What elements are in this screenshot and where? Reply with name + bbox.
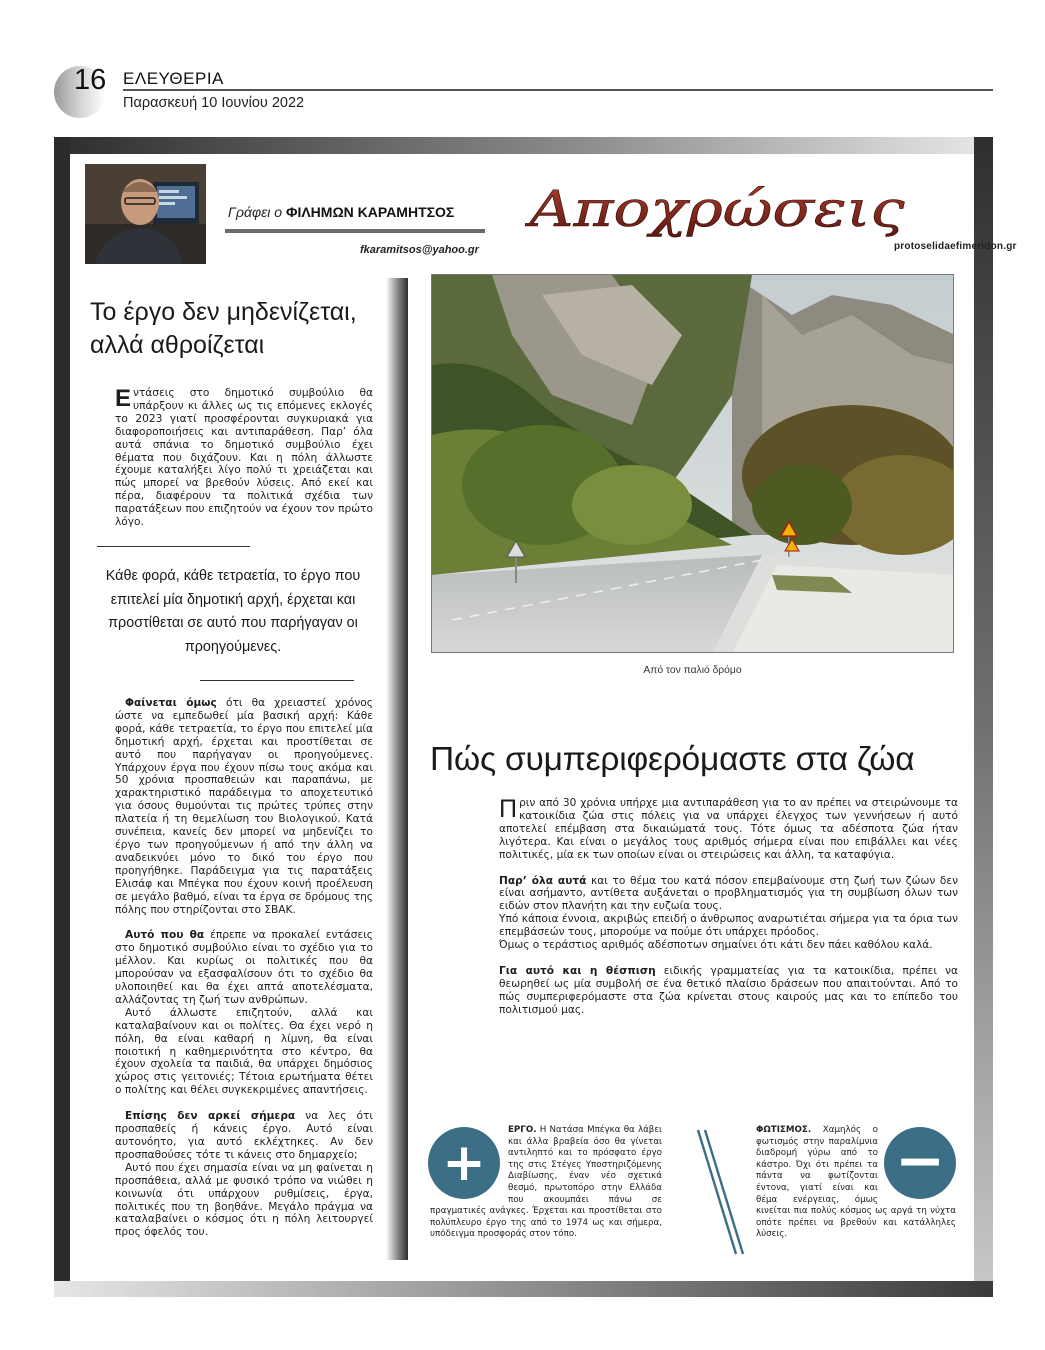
- author-email[interactable]: fkaramitsos@yahoo.gr: [360, 244, 479, 256]
- frame-top-bar: [54, 137, 993, 154]
- minus-box-text: [756, 1125, 956, 1241]
- pull-quote-rule-bottom: [200, 680, 354, 681]
- minus-icon-space: [878, 1125, 956, 1203]
- paragraph-lead: Αυτό που θα: [125, 929, 205, 942]
- pull-quote-rule-top: [97, 546, 250, 547]
- article2-paragraph: Όμως ο τεράστιος αριθμός αδέσποτων σημαίνει ότι κάτι δεν πάει καθόλου καλά.: [499, 939, 933, 952]
- article1-paragraph: Αυτό άλλωστε επιζητούν, αλλά και καταλαβαίνουν και οι πολίτες. Θα έχει νερό η πόλη, θα είναι καθαρή η λίμνη, θα είναι ποιοτική η καθημερινότητα στο κέντρο, θα έχουν σχολεία τα παιδιά, θα υπάρχει δημόσιος χώρος στις γειτονιές; Τέτοια ερωτήματα θέτει ο πολίτης και θέλει συγκεκριμένες απαντήσεις.: [115, 1006, 373, 1097]
- article2-paragraph: [499, 965, 958, 1017]
- article1-headline: Το έργο δεν μηδενίζεται, αλλά αθροίζεται: [90, 298, 357, 359]
- plus-box-body: Η Νατάσα Μπέγκα θα λάβει και άλλα βραβεία όσο θα γίνεται αντιληπτό και το πρόσφατο έργο της στις Στέγες Υποστηριζόμενης Διαβίωσης, έναν νέο σχετικά θεσμό, πρωτοπόρο στην Ελλάδα που ακουμπάει πάνω σε πραγματικές ανάγκες. Έρχεται και προστίθεται στο πολύπλευρο έργο της από το 1974 ως και σήμερα, υπόδειγμα προσφοράς στον τόπο.: [430, 1125, 662, 1240]
- article1-paragraph: Αυτό που έχει σημασία είναι να μη φαίνεται η προσπάθεια, αλλά με φυσικό τρόπο να νιώθει η κοινωνία ότι υπάρχουν ρυθμίσεις, έργα, πολιτικές που τη βοηθάνε. Μεγάλο πράγμα να καταλαβαίνει ο κόσμος ότι η πόλη λειτουργεί προς όφελός του.: [115, 1161, 373, 1239]
- intro-dropcap: Ε: [115, 385, 132, 412]
- column-title-text: Αποχρώσεις: [525, 180, 905, 238]
- minus-symbol: −: [894, 1126, 946, 1196]
- divider-slashes-icon: [690, 1128, 750, 1256]
- page-number: 16: [74, 64, 107, 96]
- minus-box-lead: ΦΩΤΙΣΜΟΣ.: [756, 1125, 812, 1135]
- paragraph-lead: Για αυτό και η θέσπιση: [499, 964, 656, 977]
- paragraph-lead: Παρ’ όλα αυτά: [499, 874, 587, 887]
- article2-dropcap: Π: [499, 795, 518, 823]
- photo-caption: Από τον παλιό δρόμο: [643, 665, 742, 676]
- plus-symbol: +: [442, 1133, 486, 1193]
- frame-bottom-bar: [54, 1281, 993, 1297]
- road-photo: [431, 274, 954, 653]
- frame-right-bar: [974, 137, 993, 1297]
- article2-paragraph: Υπό κάποια έννοια, ακριβώς επειδή ο άνθρωπος αναρωτιέται σήμερα για τα όρια των επεμβάσεών τους, μπορούμε να πούμε ότι υπάρχει πρόοδος.: [499, 913, 958, 939]
- article2-body: [499, 797, 958, 1017]
- author-name: ΦΙΛΗΜΩΝ ΚΑΡΑΜΗΤΣΟΣ: [285, 204, 455, 220]
- paragraph-lead: Επίσης δεν αρκεί σήμερα: [125, 1110, 296, 1123]
- source-credit: protoselidaefimeridon.gr: [894, 241, 1017, 252]
- header-rule: [123, 89, 993, 91]
- byline: [228, 204, 454, 220]
- article2-headline: Πώς συμπεριφερόμαστε στα ζώα: [430, 741, 915, 778]
- paragraph-text: να λες ότι προσπαθείς ή κάνεις έργο. Αυτό είναι αυτονόητο, για αυτό εκλέχτηκες. Αν δεν προσπαθούσες τότε τι κάνεις στο δημαρχείο;: [115, 1110, 373, 1161]
- article1-paragraph: [115, 929, 373, 1006]
- plus-box-lead: ΕΡΓΟ.: [508, 1125, 537, 1135]
- issue-date: Παρασκευή 10 Ιουνίου 2022: [123, 95, 305, 111]
- intro-text: ντάσεις στο δημοτικό συμβούλιο θα υπάρξουν κι άλλες ως τις επόμενες εκλογές το 2023 γιατί προσφέρονται συγκυριακά για διαφοροποιήσεις και αντιπαράθεση. Παρ’ όλα αυτά σπάνια το δημοτικό συμβούλιο έχει θέματα που διχάζουν. Και η πόλη άλλωστε έχουμε καταλήξει λίγο πολύ τι χρειάζεται και πώς μπορεί να βρεθούν λύσεις. Από εκεί και πέρα, διαφέρουν τα πολιτικά σχέδια των παρατάξεων που επιζητούν να έχουν τον πρώτο λόγο.: [115, 387, 373, 529]
- article2-paragraph: [499, 797, 958, 862]
- column-title-logo: [525, 176, 910, 240]
- paragraph-text: ειδικής γραμματείας για τα κατοικίδια, πρέπει να θεωρηθεί ως μία συμβολή σε ένα θετικό πλαίσιο δράσεων που απαιτούνται. Από το πώς συμπεριφερόμαστε στα ζώα κρίνεται στους καιρούς μας και το επίπεδο του πολιτισμού μας.: [499, 964, 958, 1016]
- frame-left-bar: [54, 137, 70, 1297]
- article1-paragraph: [115, 697, 373, 916]
- article1-body: [115, 697, 373, 1239]
- paragraph-text: έπρεπε να προκαλεί εντάσεις στο δημοτικό συμβούλιο είναι το σχέδιο για το μέλλον. Και κυρίως οι πολιτικές που θα μπορούσαν να εξασφαλίσουν ότι το σχέδιο θα υλοποιηθεί και θα έχει απτά αποτελέσματα, αλλάζοντας τη ζωή των ανθρώπων.: [115, 929, 373, 1006]
- minus-box-body: Χαμηλός ο φωτισμός στην παραλίμνια διαδρομή γύρω από το κάστρο. Όχι ότι πρέπει τα πάντα να φωτίζονται έντονα, γιατί είναι και θέμα ενέργειας, όμως κινείται πια πολύς κόσμος ως αργά τη νύχτα οπότε πρέπει να βρεθούν και κατάλληλες λύσεις.: [756, 1125, 956, 1240]
- paragraph-text: και το θέμα του κατά πόσον επεμβαίνουμε στη ζωή των ζώων δεν είναι ασήμαντο, αντίθετα αυξάνεται ο προβληματισμός για τη συμβίωση όλων των ειδών στον πλανήτη και την ευζωία τους.: [499, 874, 958, 913]
- newspaper-name: ΕΛΕΥΘΕΡΙΑ: [123, 69, 224, 88]
- plus-box-text: [430, 1125, 662, 1241]
- byline-rule: [225, 229, 485, 233]
- article2-paragraph: [499, 875, 958, 914]
- article1-paragraph: [115, 1110, 373, 1162]
- column-divider-shadow: [386, 278, 408, 1260]
- byline-prefix: Γράφει ο: [228, 204, 283, 220]
- paragraph-lead: Φαίνεται όμως: [125, 697, 217, 709]
- plus-icon-space: [430, 1125, 508, 1203]
- author-photo: [85, 164, 206, 264]
- paragraph-text: ότι θα χρειαστεί χρόνος ώστε να εμπεδωθεί μία βασική αρχή: Κάθε φορά, κάθε τετραετία, το έργο που επιτελεί μία δημοτική αρχή, έρχεται και προστίθεται σε αυτό που παρήγαγαν οι προηγούμενες. Υπάρχουν έργα που έχουν πίσω τους ακόμα και 50 χρόνια προσπαθειών και παραπάνω, με χαρακτηριστικό παράδειγμα το αποχετευτικό για όσους θυμούνται τις πρώτες τρύπες στην πλατεία ή τη θεμελίωση του Βιολογικού. Κατά συνέπεια, κανείς δεν μπορεί να μηδενίζει το έργο των προηγούμενων ή από την άλλη να αναδεικνύει μόνο το δικό του έργο που προηγήθηκε. Παράδειγμα για τις παρατάξεις Ελισάφ και Μπέγκα που έχουν κοινή προέλευση σε μεγάλο βαθμό, είναι τα έργα σε δρόμους της πόλης που στηρίζονται στο ΣΒΑΚ.: [115, 697, 373, 916]
- pull-quote: Κάθε φορά, κάθε τετραετία, το έργο που επιτελεί μία δημοτική αρχή, έρχεται και προστίθεται σε αυτό που παρήγαγαν οι προηγούμενες.: [105, 568, 361, 655]
- paragraph-text: ριν από 30 χρόνια υπήρχε μια αντιπαράθεση για το αν πρέπει να στειρώνουμε τα κατοικίδια ζώα στις πόλεις για να υπάρχει έλεγχος των γεννήσεων ή αυτό αποτελεί επέμβαση στα δικαιώματά τους. Τότε όμως τα αδέσποτα ζώα ήταν λιγότερα. Και είναι ο μεγάλος τους αριθμός σήμερα είναι που επιβάλλει και νέες πολιτικές, μία εκ των οποίων είναι οι στειρώσεις και άλλη, τα καταφύγια.: [499, 797, 958, 861]
- article1-intro: [115, 387, 373, 529]
